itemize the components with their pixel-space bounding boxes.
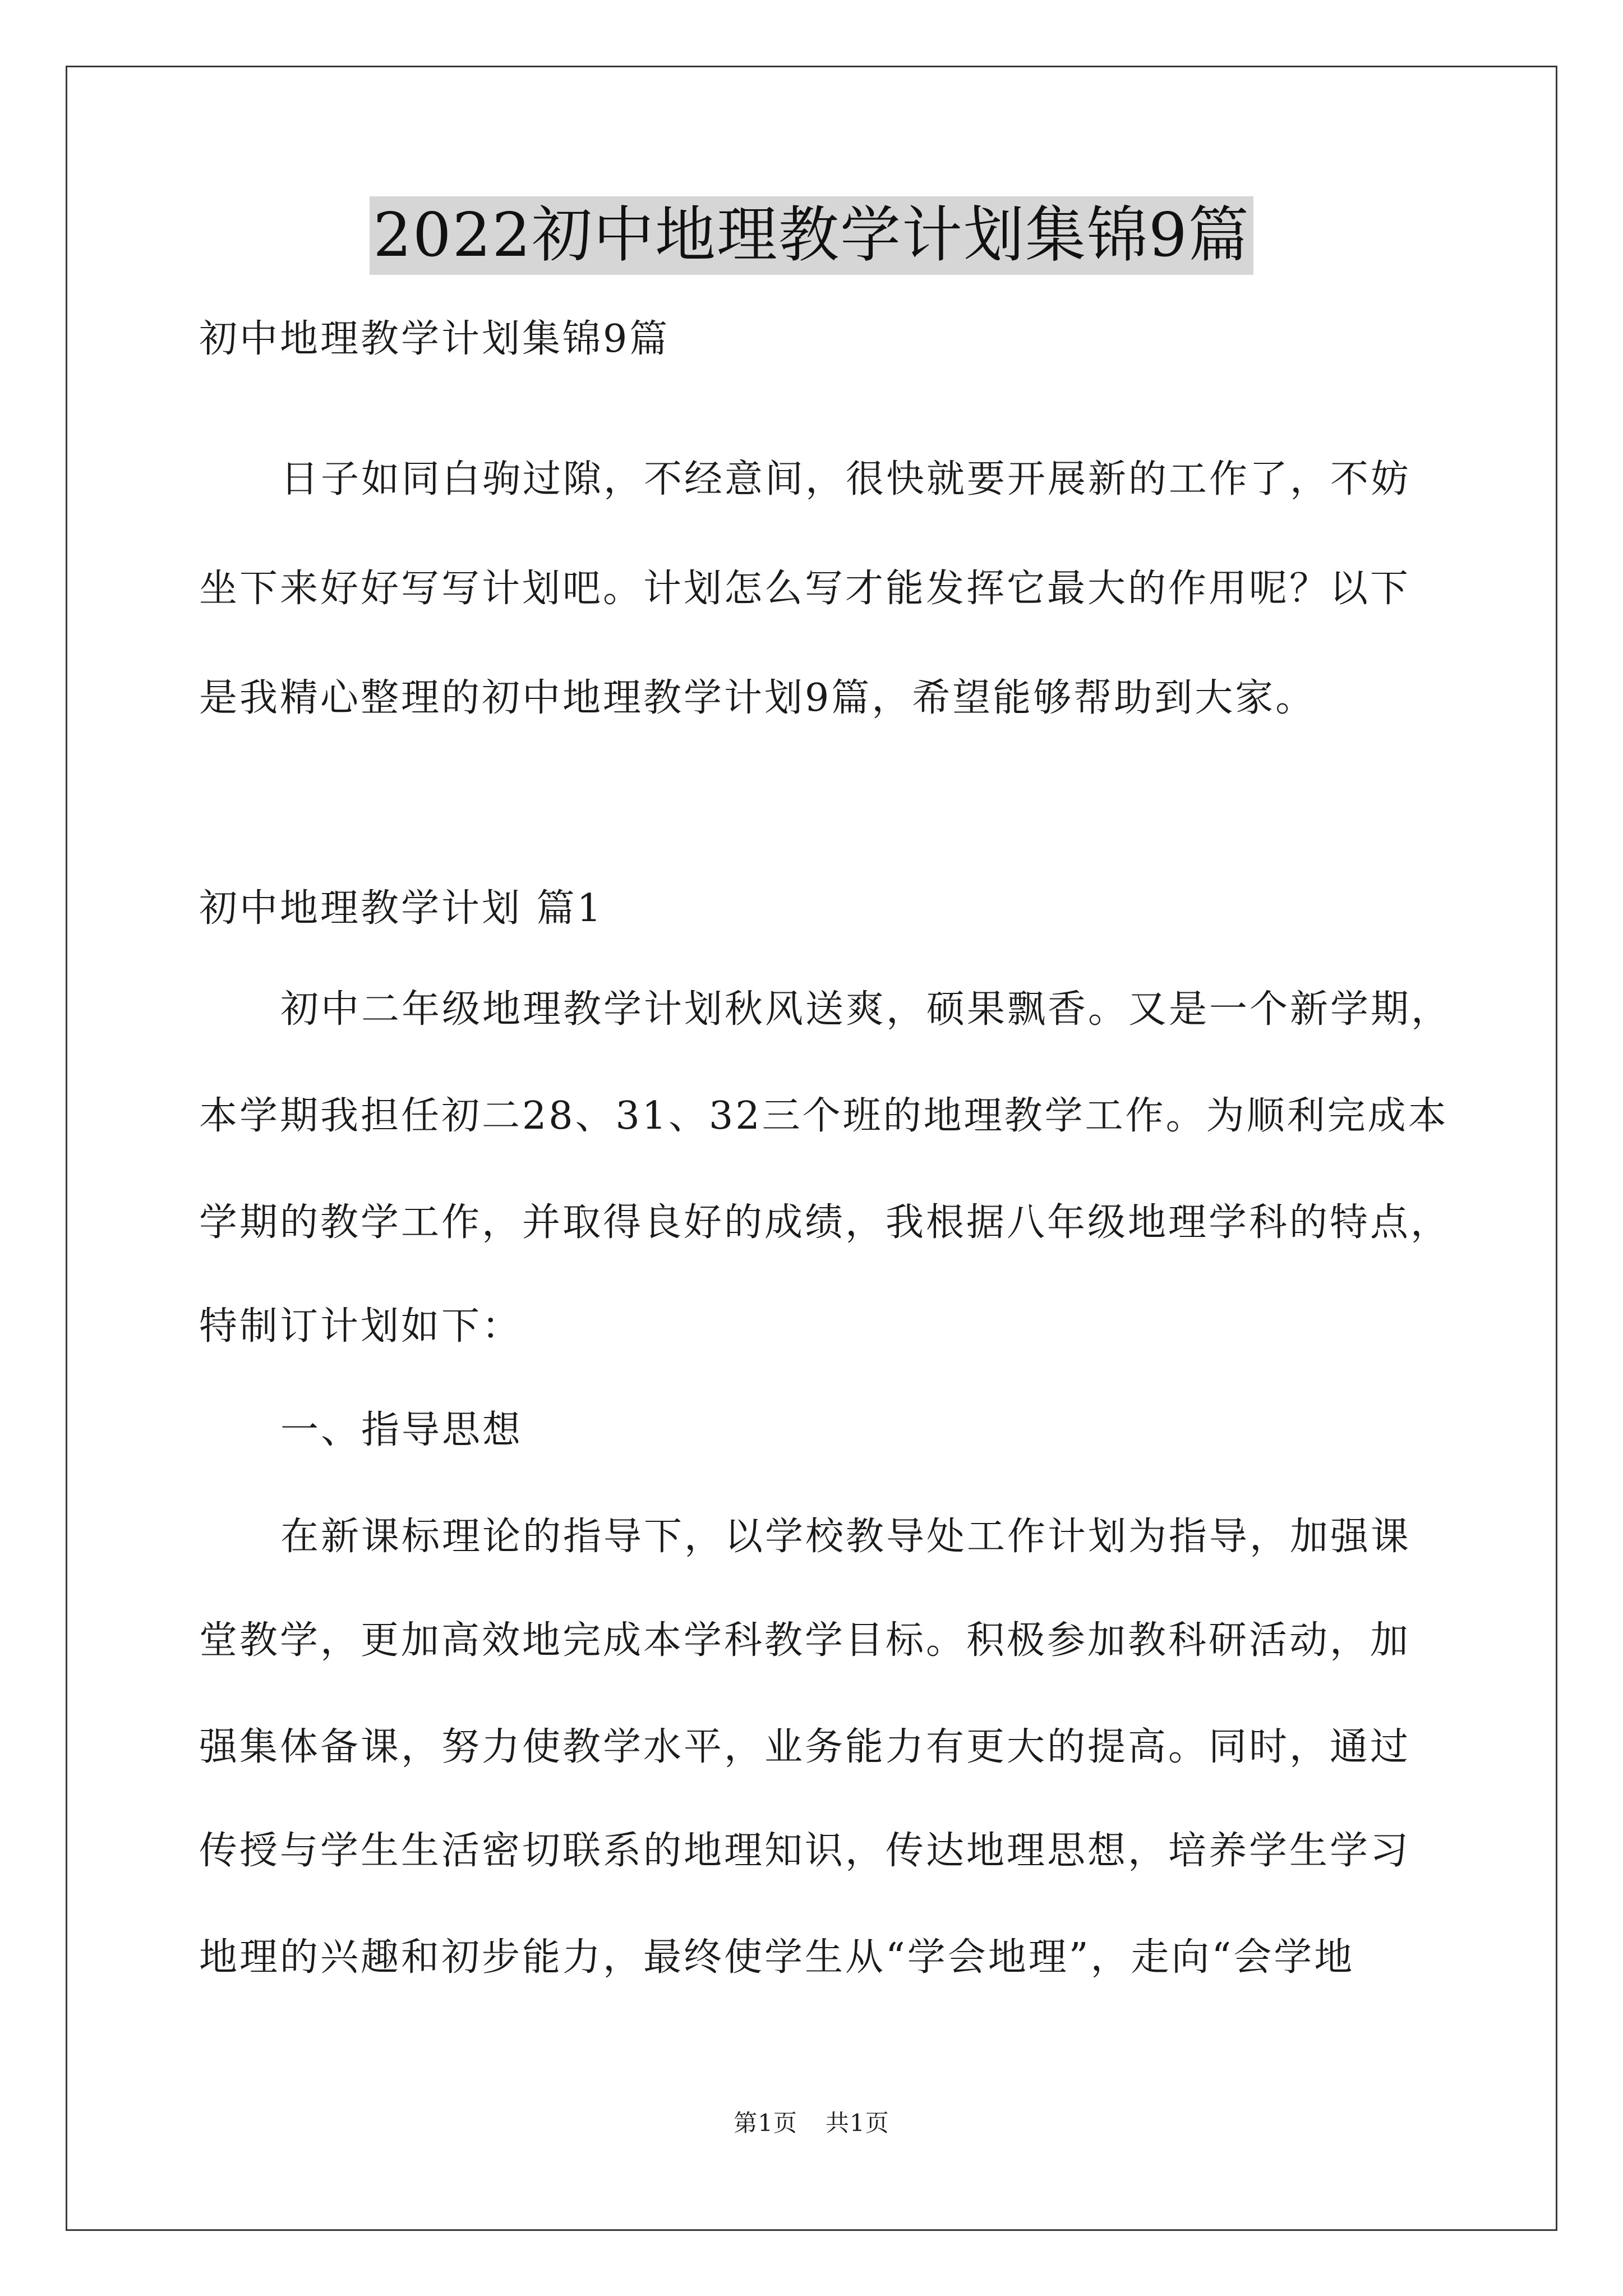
paragraph-line: 地理的兴趣和初步能力，最终使学生从“学会地理”，走向“会学地 <box>199 1935 1355 1980</box>
paragraph-line: 是我精心整理的初中地理教学计划9篇，希望能够帮助到大家。 <box>199 676 1316 720</box>
paragraph-line: 强集体备课，努力使教学水平，业务能力有更大的提高。同时，通过 <box>199 1725 1411 1769</box>
page-border <box>66 66 1557 2231</box>
paragraph-line: 堂教学，更加高效地完成本学科教学目标。积极参加教科研活动，加 <box>199 1618 1411 1663</box>
section-heading: 初中地理教学计划 篇1 <box>199 886 603 931</box>
paragraph-line: 本学期我担任初二28、31、32三个班的地理教学工作。为顺利完成本 <box>199 1094 1449 1138</box>
paragraph-line: 在新课标理论的指导下，以学校教导处工作计划为指导，加强课 <box>280 1515 1412 1559</box>
subsection-heading: 一、指导思想 <box>280 1408 523 1452</box>
page-number-current: 第1页 <box>734 2109 797 2137</box>
page-number-total: 共1页 <box>826 2109 889 2137</box>
paragraph-line: 初中二年级地理教学计划秋风送爽，硕果飘香。又是一个新学期， <box>280 987 1452 1032</box>
paragraph-line: 特制订计划如下： <box>199 1304 523 1349</box>
document-title: 2022初中地理教学计划集锦9篇 <box>370 196 1253 275</box>
subtitle-line: 初中地理教学计划集锦9篇 <box>199 317 670 361</box>
page-footer <box>0 2105 1623 2138</box>
paragraph-line: 传授与学生生活密切联系的地理知识，传达地理思想，培养学生学习 <box>199 1829 1411 1873</box>
title-container <box>0 196 1623 275</box>
paragraph-line: 坐下来好好写写计划吧。计划怎么写才能发挥它最大的作用呢？以下 <box>199 567 1411 611</box>
paragraph-line: 日子如同白驹过隙，不经意间，很快就要开展新的工作了，不妨 <box>280 457 1412 501</box>
paragraph-line: 学期的教学工作，并取得良好的成绩，我根据八年级地理学科的特点， <box>199 1200 1451 1245</box>
